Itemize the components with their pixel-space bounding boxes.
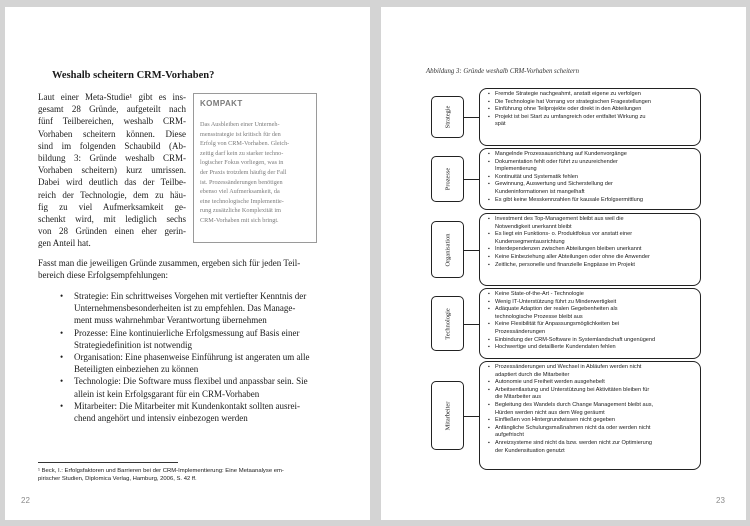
paragraph-line: Vorhaben scheitern können. Diese — [38, 128, 186, 139]
paragraph-line: fünf Teilbereichen, weshalb CRM- — [38, 116, 186, 127]
reason-item — [488, 321, 694, 336]
connector-line — [464, 324, 479, 325]
connector-line — [464, 179, 479, 180]
list-item — [60, 375, 322, 399]
kompakt-line: mensstrategie ist kritisch für den — [200, 130, 281, 138]
reasons-box — [479, 361, 701, 470]
kompakt-line: der Praxis trotzdem häufig der Fall — [200, 168, 287, 176]
reason-line: ▪ Keine Flexibilität für Anpassungsmöglichkeiten bei — [495, 321, 620, 328]
reason-line: ▪ Hochwertige und detaillierte Kundendaten fehlen — [495, 344, 616, 351]
bullet-icon: • — [60, 291, 64, 301]
connector-line — [464, 117, 479, 118]
category-box — [431, 296, 464, 351]
reason-item — [488, 91, 694, 99]
paragraph-line: Vorhaben scheitern) kurz umrissen. — [38, 165, 186, 176]
reason-line: Hürden werden nicht aus dem Weg geräumt — [495, 409, 605, 416]
bullet-icon: • — [60, 376, 64, 387]
reason-item — [488, 262, 694, 270]
reason-line: ▪ Fremde Strategie nachgeahmt, anstatt eigene zu verfolgen — [495, 91, 641, 97]
reason-line: spät — [495, 121, 506, 128]
reason-line: ▪ Die Technologie hat Vorrang vor strategischen Fragestellungen — [495, 98, 651, 105]
paragraph-line: gesamt 28 Gründe, aufgeteilt nach — [38, 104, 186, 115]
figure-caption: Abbildung 3: Gründe weshalb CRM-Vorhaben scheitern — [426, 68, 579, 75]
category-box — [431, 96, 464, 138]
reason-line: ▪ Prozessänderungen und Wechsel in Abläufen werden nicht — [495, 364, 642, 370]
reason-line: ▪ Gewinnung, Auswertung und Sicherstellung der — [495, 181, 613, 188]
kompakt-title: KOMPAKT — [200, 99, 243, 108]
list-item-line: allein ist kein Erfolgsgarant für ein CRM-Vorhaben — [74, 388, 260, 399]
reason-line: technologische Prozesse bleibt aus — [495, 313, 583, 320]
kompakt-line: Erfolg von CRM-Vorhaben. Gleich- — [200, 140, 290, 148]
reason-line: adaptiert durch die Mitarbeiter — [495, 371, 570, 378]
reasons-box — [479, 88, 701, 146]
reason-line: Kundensegmentausrichtung — [495, 238, 565, 245]
paragraph-line: Dabei wird deutlich das der Teilbe- — [38, 177, 186, 188]
kompakt-line: CRM-Vorhaben mit sich bringt. — [200, 216, 279, 224]
paragraph-line: Fasst man die jeweiligen Gründe zusammen, ergeben sich für jeden Teil- — [38, 258, 301, 268]
paragraph-line: bildung 3: Gründe weshalb CRM- — [38, 153, 186, 164]
reason-line: ▪ Anreizsysteme sind nicht da bzw. werden nicht zur Optimierung — [495, 439, 653, 446]
list-item — [60, 290, 322, 327]
paragraph-line: Laut einer Meta-Studie¹ gibt es ins- — [38, 92, 186, 102]
reason-line: Prozessänderungen — [495, 328, 546, 335]
kompakt-text — [200, 120, 311, 226]
list-item-line: Prozesse: Eine kontinuierliche Erfolgsmessung auf Basis einer — [74, 327, 300, 338]
bullet-icon: • — [60, 400, 64, 411]
connector-line — [464, 250, 479, 251]
page-number: 22 — [21, 496, 30, 505]
reason-item — [488, 417, 694, 425]
list-item-line: Organisation: Eine phasenweise Einführung ist angeraten um alle — [74, 352, 310, 363]
kompakt-box — [193, 93, 317, 243]
list-item-line: Unternehmensbesonderheiten ist zu empfehlen. Das Manage- — [74, 303, 296, 314]
recommendation-list — [60, 290, 322, 424]
reason-line: ▪ Autonomie und Freiheit werden ausgehebelt — [495, 379, 605, 386]
reason-line: ▪ Investment des Top-Management bleibt aus weil die — [495, 216, 624, 222]
reason-line: ▪ Dokumentation fehlt oder führt zu unzureichender — [495, 158, 618, 165]
reason-item — [488, 379, 694, 387]
reason-item — [488, 254, 694, 262]
right-page — [381, 7, 746, 520]
category-label: Technologie — [444, 307, 451, 340]
reason-line: Implementierung — [495, 166, 537, 173]
reason-line: ▪ Es gibt keine Messkennzahlen für kausale Erfolgsermittlung — [495, 196, 643, 203]
reason-line: ▪ Zeitliche, personelle und finanzielle Engpässe im Projekt — [495, 261, 635, 268]
footnote-line: ¹ Beck, I.: Erfolgsfaktoren und Barrieren bei der CRM-Implementierung: Eine Metaanalyse em- — [38, 468, 284, 474]
reason-item — [488, 216, 694, 231]
reason-line: die Mitarbeiter aus — [495, 394, 542, 401]
list-item-line: Beteiligten einbeziehen zu können — [74, 364, 199, 375]
paragraph-line: gen Anteil hat. — [38, 238, 91, 249]
reason-item — [488, 364, 694, 379]
reason-item — [488, 159, 694, 174]
reasons-box — [479, 288, 701, 359]
list-item — [60, 327, 322, 351]
list-item-line: Technologie: Die Software muss flexibel und anpassbar sein. Sie — [74, 376, 308, 387]
reason-line: ▪ Keine State-of-the-Art - Technologie — [495, 291, 584, 297]
reason-item — [488, 114, 694, 129]
bullet-icon: • — [60, 327, 64, 338]
reason-item — [488, 197, 694, 205]
list-item-line: chend angehört und intensiv einbezogen werden — [74, 413, 248, 424]
paragraph-line: fig zu viel Aufmerksamkeit ge- — [38, 201, 186, 212]
reason-item — [488, 291, 694, 299]
kompakt-line: ebenso viel Aufmerksamkeit, da — [200, 188, 280, 196]
reason-item — [488, 306, 694, 321]
page-number: 23 — [716, 496, 725, 505]
reason-line: Kundeninformationen ist mangelhaft — [495, 188, 585, 195]
reason-line: Notwendigkeit unerkannt bleibt — [495, 223, 572, 230]
reason-line: ▪ Einfließen von Hintergrundwissen nicht gegeben — [495, 417, 616, 424]
reason-line: ▪ Keine Einbeziehung aller Abteilungen oder ohne die Anwender — [495, 253, 650, 260]
reason-line: ▪ Interdependenzen zwischen Abteilungen bleiben unerkannt — [495, 246, 642, 253]
paragraph-line: schenkt wird, mit lediglich sechs — [38, 214, 186, 225]
list-item-line: Strategie: Ein schrittweises Vorgehen mit vertiefter Kenntnis der — [74, 291, 307, 301]
reason-item — [488, 246, 694, 254]
list-item-line: Mitarbeiter: Die Mitarbeiter mit Kundenkontakt sollten ausrei- — [74, 400, 300, 411]
category-box — [431, 381, 464, 450]
section-heading: Weshalb scheitern CRM-Vorhaben? — [52, 70, 215, 81]
list-item-line: Strategiedefinition ist notwendig — [74, 339, 192, 350]
category-label: Mitarbeiter — [444, 401, 451, 430]
reason-line: ▪ Wenig IT-Unterstützung führt zu Minderwertigkeit — [495, 298, 617, 305]
intro-paragraph — [38, 91, 186, 250]
reason-line: aufgefrischt — [495, 432, 524, 439]
reason-line: ▪ Einbindung der CRM-Software in Systemlandschaft ungenügend — [495, 336, 656, 343]
reasons-box — [479, 148, 701, 210]
reason-line: ▪ Mangelnde Prozessausrichtung auf Kundenvorgänge — [495, 151, 627, 157]
footnote-divider — [38, 462, 178, 463]
reason-item — [488, 231, 694, 246]
reason-line: ▪ Es liegt ein Funktions- o. Produktfokus vor anstatt einer — [495, 231, 633, 238]
reason-line: ▪ Arbeitsentlastung und Unterstützung bei Aktivitäten bleiben für — [495, 386, 650, 393]
reason-item — [488, 99, 694, 107]
reason-item — [488, 344, 694, 352]
reason-line: ▪ Projekt ist bei Start zu umfangreich oder entfaltet Wirkung zu — [495, 113, 646, 120]
paragraph-line: reich der Technologie, dem zu häu- — [38, 189, 186, 200]
reason-line: ▪ Begleitung des Wandels durch Change Management bleibt aus, — [495, 401, 654, 408]
reason-item — [488, 181, 694, 196]
kompakt-line: Das Ausbleiben einer Unterneh- — [200, 121, 280, 128]
paragraph-line: sind im folgenden Schaubild (Ab- — [38, 140, 186, 151]
reason-line: ▪ Einführung ohne Teilprojekte oder direkt in den Abteilungen — [495, 106, 642, 113]
list-item-line: ment muss wahrnehmbar Verantwortung übernehmen — [74, 315, 267, 326]
reason-line: der Kundensituation genutzt — [495, 447, 565, 454]
connector-line — [464, 416, 479, 417]
reason-item — [488, 299, 694, 307]
kompakt-line: logischer Fokus vorliegen, was in — [200, 159, 284, 167]
category-label: Prozesse — [444, 167, 451, 191]
category-label: Strategie — [444, 105, 451, 129]
left-page — [5, 7, 370, 520]
reason-item — [488, 387, 694, 402]
footnote — [38, 467, 338, 484]
category-label: Organisation — [444, 233, 451, 266]
reason-item — [488, 174, 694, 182]
kompakt-line: ist. Prozessänderungen benötigen — [200, 178, 283, 186]
footnote-line: pirischer Studien, Diplomica Verlag, Hamburg, 2006, S. 42 ff. — [38, 476, 197, 483]
kompakt-line: zeitig darf kein zu starker techno- — [200, 149, 284, 157]
kompakt-line: rung zusätzliche Komplexität im — [200, 207, 281, 215]
category-box — [431, 156, 464, 202]
bullet-icon: • — [60, 352, 64, 363]
reason-item — [488, 106, 694, 114]
reason-item — [488, 425, 694, 440]
paragraph-line: bereich diese Erfolgsempfehlungen: — [38, 270, 168, 281]
reason-line: ▪ Kontinuität und Systematik fehlen — [495, 173, 579, 180]
list-item — [60, 351, 322, 375]
list-item — [60, 400, 322, 424]
summary-paragraph — [38, 257, 322, 281]
reason-line: ▪ Anfängliche Schulungsmaßnahmen nicht da oder werden nicht — [495, 424, 651, 431]
reason-item — [488, 337, 694, 345]
reason-line: ▪ Adäquate Adaption der realen Gegebenheiten als — [495, 306, 618, 313]
reason-item — [488, 402, 694, 417]
category-box — [431, 221, 464, 278]
reason-item — [488, 151, 694, 159]
kompakt-line: eine technologische Implementie- — [200, 197, 284, 205]
reason-item — [488, 440, 694, 455]
reasons-box — [479, 213, 701, 286]
paragraph-line: von 28 Gründen einen eher gerin- — [38, 226, 186, 237]
